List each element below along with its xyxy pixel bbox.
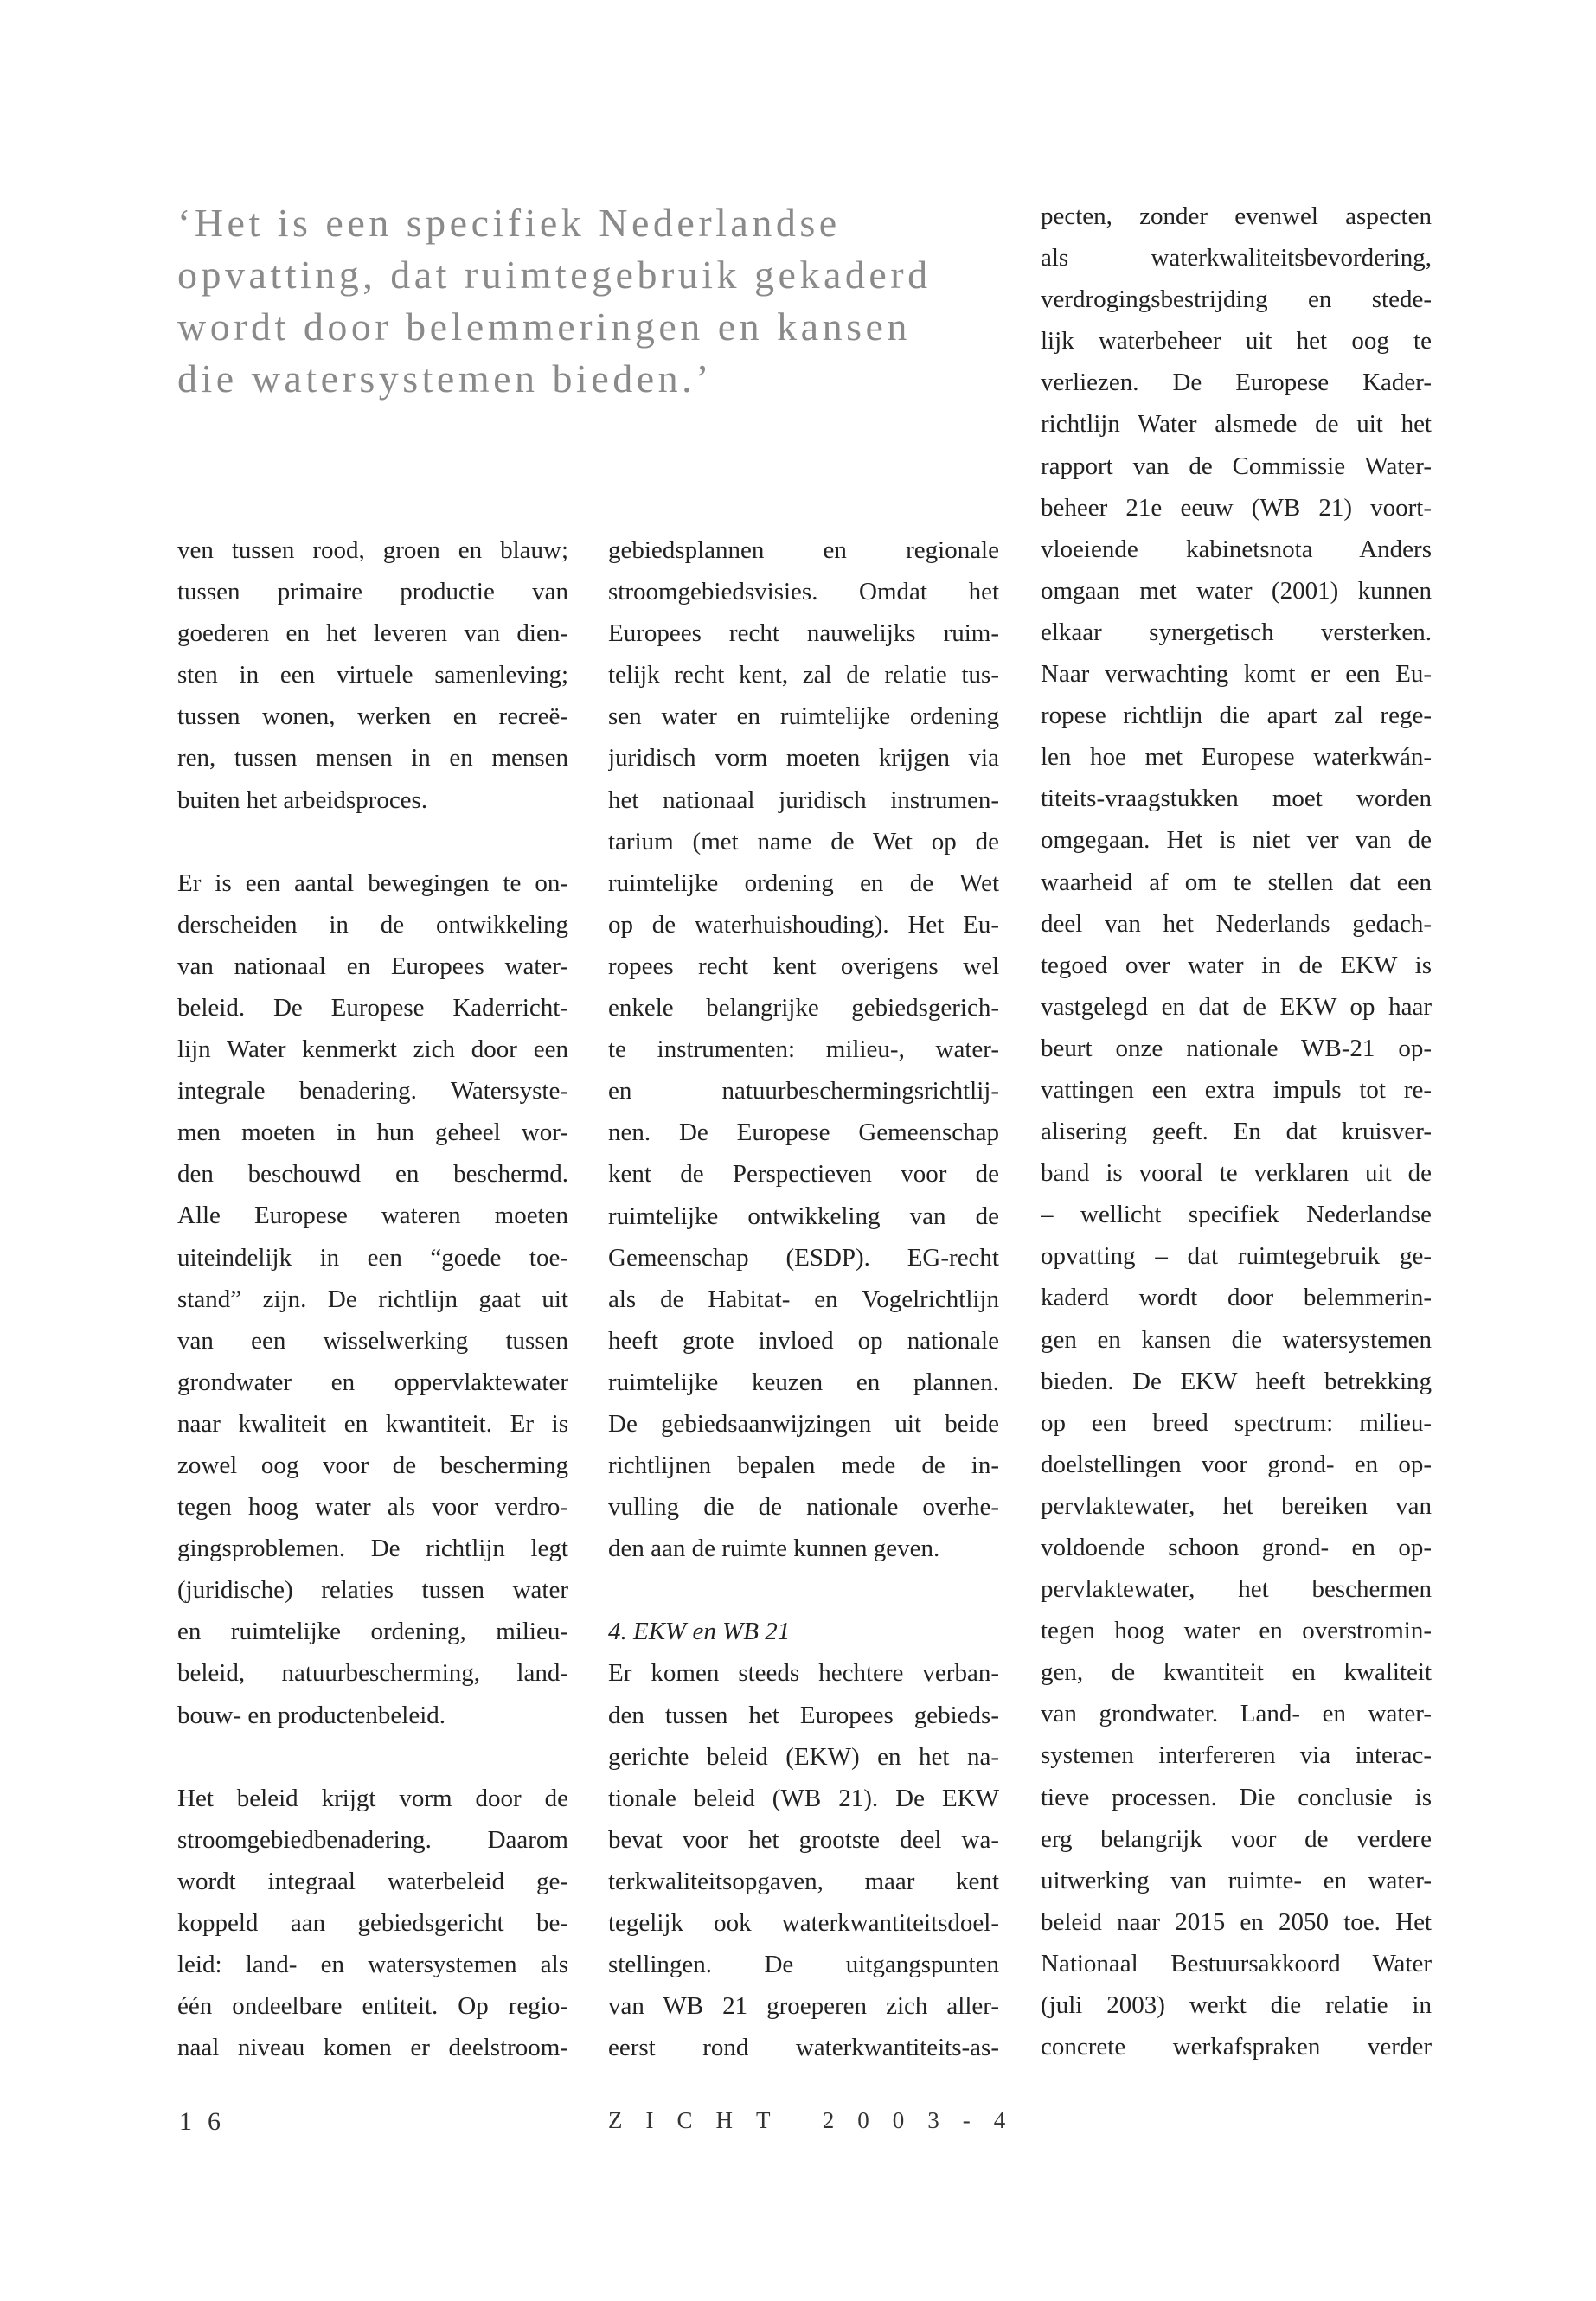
paragraph (177, 1778, 568, 2069)
text-line: len hoe met Europese waterkwán- (1041, 743, 1432, 772)
text-line: grondwater en oppervlaktewater (177, 1368, 568, 1396)
text-line: beleid, natuurbescherming, land- (177, 1659, 568, 1688)
section-heading: 4. EKW en WB 21 (608, 1618, 791, 1646)
text-line: van een wisselwerking tussen (177, 1326, 568, 1355)
text-line: vastgelegd en dat de EKW op haar (1041, 992, 1432, 1021)
text-line: enkele belangrijke gebiedsgerich- (608, 994, 999, 1022)
text-line: beleid. De Europese Kaderricht- (177, 993, 568, 1022)
text-line: nen. De Europese Gemeenschap (608, 1118, 999, 1147)
text-line: tussen primaire productie van (177, 578, 568, 606)
text-line: erg belangrijk voor de verdere (1041, 1824, 1432, 1853)
text-line: Europees recht nauwelijks ruim- (608, 619, 999, 648)
text-line: systemen interfereren via interac- (1041, 1741, 1432, 1770)
text-line: en ruimtelijke ordening, milieu- (177, 1618, 568, 1646)
text-column-3 (1041, 195, 1432, 2067)
text-line: – wellicht specifiek Nederlandse (1041, 1201, 1432, 1229)
paragraph (1041, 195, 1432, 2067)
text-line: juridisch vorm moeten krijgen via (608, 744, 999, 772)
text-line: heeft grote invloed op nationale (608, 1326, 999, 1355)
text-line: band is vooral te verklaren uit de (1041, 1159, 1432, 1188)
text-line: uiteindelijk in een “goede toe- (177, 1243, 568, 1272)
text-line: ropese richtlijn die apart zal rege- (1041, 702, 1432, 730)
text-line: den beschouwd en beschermd. (177, 1160, 568, 1189)
pull-quote-line: ‘Het is een specifiek Nederlandse (177, 201, 841, 245)
text-line: (juridische) relaties tussen water (177, 1576, 568, 1605)
paragraph (177, 862, 568, 1736)
text-line: Gemeenschap (ESDP). EG-recht (608, 1243, 999, 1272)
text-line: leid: land- en watersystemen als (177, 1951, 568, 1978)
text-line: Het beleid krijgt vorm door de (177, 1784, 568, 1812)
text-line: gen, de kwantiteit en kwaliteit (1041, 1658, 1432, 1687)
text-line: pervlaktewater, het beschermen (1041, 1575, 1432, 1604)
text-line: telijk recht kent, zal de relatie tus- (608, 661, 999, 689)
text-line: richtlijn Water alsmede de uit het (1041, 410, 1432, 439)
text-line: Er komen steeds hechtere verban- (608, 1659, 999, 1688)
text-line: ren, tussen mensen in en mensen (177, 744, 568, 772)
text-line: derscheiden in de ontwikkeling (177, 910, 568, 939)
running-footer: ZICHT 2003-4 (608, 2107, 1029, 2133)
text-line: gerichte beleid (EKW) en het na- (608, 1742, 999, 1771)
text-line: richtlijnen bepalen mede de in- (608, 1452, 999, 1480)
text-line: ven tussen rood, groen en blauw; (177, 536, 568, 564)
text-line: te instrumenten: milieu-, water- (608, 1035, 999, 1064)
text-line: (juli 2003) werkt die relatie in (1041, 1991, 1432, 2020)
text-line: tussen wonen, werken en recreë- (177, 702, 568, 731)
text-line: waarheid af om te stellen dat een (1041, 868, 1432, 896)
text-line: stroomgebiedsvisies. Omdat het (608, 578, 999, 606)
text-line: Naar verwachting komt er een Eu- (1041, 660, 1432, 689)
text-line: Nationaal Bestuursakkoord Water (1041, 1949, 1432, 1977)
text-line: bouw- en productenbeleid. (177, 1701, 446, 1729)
text-line: één ondeelbare entiteit. Op regio- (177, 1992, 568, 2021)
text-line: den aan de ruimte kunnen geven. (608, 1535, 940, 1563)
text-line: wordt integraal waterbeleid ge- (177, 1867, 568, 1895)
text-line: op de waterhuishouding). Het Eu- (608, 910, 999, 939)
text-line: concrete werkafspraken verder (1041, 2033, 1432, 2061)
text-line: tarium (met name de Wet op de (608, 827, 999, 856)
text-line: rapport van de Commissie Water- (1041, 452, 1432, 480)
text-line: kaderd wordt door belemmerin- (1041, 1284, 1432, 1312)
text-line: stellingen. De uitgangspunten (608, 1951, 999, 1979)
text-line: omgaan met water (2001) kunnen (1041, 576, 1432, 605)
text-line: tegen hoog water als voor verdro- (177, 1493, 568, 1522)
text-line: eerst rond waterkwantiteits-as- (608, 2034, 999, 2062)
text-line: lijn Water kenmerkt zich door een (177, 1035, 568, 1064)
text-line: goederen en het leveren van dien- (177, 619, 568, 648)
pull-quote (177, 197, 999, 405)
text-line: titeits-vraagstukken moet worden (1041, 785, 1432, 813)
page-number: 16 (179, 2107, 236, 2136)
text-line: gen en kansen die watersystemen (1041, 1325, 1432, 1354)
text-line: van grondwater. Land- en water- (1041, 1700, 1432, 1728)
text-line: koppeld aan gebiedsgericht be- (177, 1908, 568, 1937)
text-line: op een breed spectrum: milieu- (1041, 1408, 1432, 1437)
text-line: beleid naar 2015 en 2050 toe. Het (1041, 1907, 1432, 1936)
text-line: ruimtelijke ordening en de Wet (608, 868, 999, 897)
text-line: bieden. De EKW heeft betrekking (1041, 1367, 1432, 1395)
text-line: het nationaal juridisch instrumen- (608, 785, 999, 814)
text-line: opvatting – dat ruimtegebruik ge- (1041, 1242, 1432, 1271)
text-line: stand” zijn. De richtlijn gaat uit (177, 1285, 568, 1313)
text-line: deel van het Nederlands gedach- (1041, 909, 1432, 938)
text-line: elkaar synergetisch versterken. (1041, 618, 1432, 646)
text-line: tegelijk ook waterkwantiteitsdoel- (608, 1909, 999, 1937)
text-line: sen water en ruimtelijke ordening (608, 702, 999, 731)
text-line: pervlaktewater, het bereiken van (1041, 1491, 1432, 1520)
text-line: vulling die de nationale overhe- (608, 1493, 999, 1522)
paragraph (608, 529, 999, 1569)
text-line: bevat voor het grootste deel wa- (608, 1825, 999, 1854)
text-line: als de Habitat- en Vogelrichtlijn (608, 1285, 999, 1313)
text-line: vattingen een extra impuls tot re- (1041, 1075, 1432, 1104)
text-line: en natuurbeschermingsrichtlij- (608, 1077, 999, 1106)
text-line: De gebiedsaanwijzingen uit beide (608, 1409, 999, 1438)
text-line: omgegaan. Het is niet ver van de (1041, 826, 1432, 855)
text-line: zowel oog voor de bescherming (177, 1451, 568, 1479)
pull-quote-line: die watersystemen bieden.’ (177, 356, 713, 401)
text-line: pecten, zonder evenwel aspecten (1041, 202, 1432, 230)
pull-quote-line: opvatting, dat ruimtegebruik gekaderd (177, 253, 932, 297)
text-line: van WB 21 groeperen zich aller- (608, 1992, 999, 2021)
text-line: integrale benadering. Watersyste- (177, 1077, 568, 1106)
text-line: alisering geeft. En dat kruisver- (1041, 1118, 1432, 1146)
text-line: den tussen het Europees gebieds- (608, 1701, 999, 1729)
text-line: tionale beleid (WB 21). De EKW (608, 1784, 999, 1812)
text-line: ropees recht kent overigens wel (608, 952, 999, 980)
pull-quote-line: wordt door belemmeringen en kansen (177, 304, 911, 349)
text-line: terkwaliteitsopgaven, maar kent (608, 1867, 999, 1895)
text-line: Alle Europese wateren moeten (177, 1202, 568, 1230)
text-line: verliezen. De Europese Kader- (1041, 369, 1432, 397)
text-line: stroomgebiedbenadering. Daarom (177, 1825, 568, 1854)
text-column-1 (177, 529, 568, 2068)
text-line: voldoende schoon grond- en op- (1041, 1534, 1432, 1561)
text-line: beheer 21e eeuw (WB 21) voort- (1041, 493, 1432, 522)
text-line: tieve processen. Die conclusie is (1041, 1783, 1432, 1811)
text-line: van nationaal en Europees water- (177, 952, 568, 980)
text-line: sten in een virtuele samenleving; (177, 661, 568, 689)
text-line: verdrogingsbestrijding en stede- (1041, 285, 1432, 314)
text-line: gingsproblemen. De richtlijn legt (177, 1535, 568, 1563)
text-line: vloeiende kabinetsnota Anders (1041, 535, 1432, 563)
text-line: men moeten in hun geheel wor- (177, 1118, 568, 1147)
text-line: gebiedsplannen en regionale (608, 536, 999, 564)
text-line: naar kwaliteit en kwantiteit. Er is (177, 1409, 568, 1438)
text-line: tegen hoog water en overstromin- (1041, 1617, 1432, 1645)
text-line: lijk waterbeheer uit het oog te (1041, 327, 1432, 356)
text-line: beurt onze nationale WB-21 op- (1041, 1034, 1432, 1062)
text-line: kent de Perspectieven voor de (608, 1160, 999, 1189)
text-line: naal niveau komen er deelstroom- (177, 2034, 568, 2062)
text-line: Er is een aantal bewegingen te on- (177, 868, 568, 897)
text-line: ruimtelijke keuzen en plannen. (608, 1368, 999, 1396)
text-line: ruimtelijke ontwikkeling van de (608, 1202, 999, 1230)
text-line: als waterkwaliteitsbevordering, (1041, 244, 1432, 272)
paragraph (177, 529, 568, 821)
text-line: uitwerking van ruimte- en water- (1041, 1866, 1432, 1894)
text-line: buiten het arbeidsproces. (177, 785, 428, 814)
paragraph (608, 1652, 999, 2068)
text-column-2 (608, 529, 999, 2068)
text-line: doelstellingen voor grond- en op- (1041, 1450, 1432, 1478)
text-line: tegoed over water in de EKW is (1041, 951, 1432, 979)
